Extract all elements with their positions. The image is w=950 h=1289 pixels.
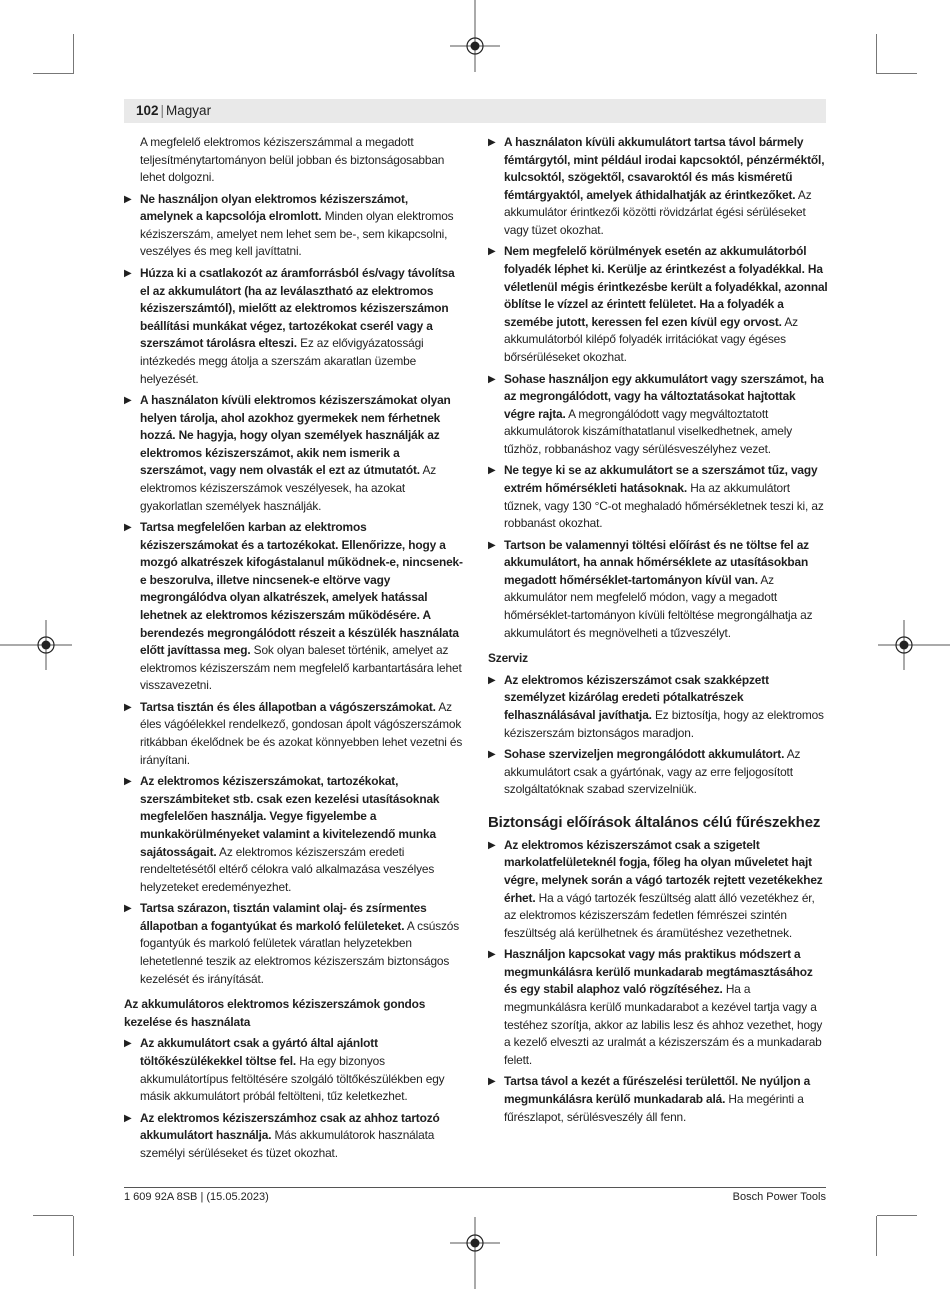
bullet-normal-text: Ha megérinti a fűrészlapot, sérülésveszély áll fenn. bbox=[504, 1091, 804, 1124]
bullet-item bbox=[488, 946, 828, 1069]
bullet-normal-text: Minden olyan elektromos kéziszerszám, amelyet nem lehet sem be-, sem kikapcsolni, veszélyes és meg kell javíttatni. bbox=[140, 209, 454, 259]
crop-mark bbox=[877, 73, 917, 74]
left-column bbox=[124, 134, 464, 1166]
bullet-item bbox=[124, 1035, 464, 1105]
bullet-normal-text: Ha a megmunkálásra kerülő munkadarabot a kezével tartja vagy a testéhez szorítja, akkor az labilis lesz és ahhoz vezethet, hogy a kezelő elveszti az uralmát a kéziszerszám és a munkadarab felett. bbox=[504, 982, 823, 1067]
bullet-arrow-icon: ▶ bbox=[124, 701, 132, 713]
bullet-item bbox=[124, 519, 464, 695]
bullet-bold-text: Tartsa tisztán és éles állapotban a vágószerszámokat. bbox=[140, 699, 436, 714]
registration-mark-left bbox=[0, 620, 72, 670]
bullet-arrow-icon: ▶ bbox=[488, 373, 496, 385]
bullet-normal-text: A csúszós fogantyúk és markoló felületek váratlan helyzetekben lehetetlenné teszik az elektromos kéziszerszám biztonságos kezelését és irányítását. bbox=[140, 918, 460, 986]
subsection-heading: Az akkumulátoros elektromos kéziszerszámok gondos kezelése és használata bbox=[124, 997, 426, 1029]
bullet-item bbox=[124, 265, 464, 388]
bullet-item bbox=[124, 773, 464, 896]
bullet-item bbox=[124, 1110, 464, 1163]
bullet-bold-text: Az akkumulátort csak a gyártó által ajánlott töltőkészülékekkel töltse fel. bbox=[140, 1036, 378, 1068]
bullet-arrow-icon: ▶ bbox=[124, 903, 132, 915]
bullet-bold-text: Ne használjon olyan elektromos kéziszerszámot, amelynek a kapcsolója elromlott. bbox=[140, 191, 409, 224]
body-paragraph: A megfelelő elektromos kéziszerszámmal a megadott teljesítménytartományon belül jobban és biztonságosabban lehet dolgozni. bbox=[140, 135, 445, 185]
right-column bbox=[488, 134, 828, 1130]
bullet-normal-text: Ha egy bizonyos akkumulátortípus feltöltésére szolgáló töltőkészülékben egy másik akkumulátort próbál feltölteni, tűz keletkezhet. bbox=[140, 1053, 445, 1104]
bullet-bold-text: Az elektromos kéziszerszámhoz csak az ahhoz tartozó akkumulátort használja. bbox=[140, 1110, 440, 1143]
bullet-bold-text: Nem megfelelő körülmények esetén az akkumulátorból folyadék léphet ki. Kerülje az érintkezést a folyadékkal. Ha véletlenül mégis érintkezésbe került a folyadékkal, azonnal öblítse le vízzel az érintett felületet. Ha a folyadék a szemébe jutott, keressen fel ezen kívül egy orvost. bbox=[504, 244, 828, 329]
crop-mark bbox=[73, 34, 74, 74]
bullet-arrow-icon: ▶ bbox=[488, 465, 496, 477]
section-heading: Biztonsági előírások általános célú fűrészekhez bbox=[488, 813, 821, 831]
bullet-normal-text: Ha az akkumulátort tűznek, vagy 130 °C-ot meghaladó hőmérsékletnek teszi ki, az robbanást okozhat. bbox=[504, 480, 824, 531]
bullet-item bbox=[488, 837, 828, 943]
crop-mark bbox=[876, 34, 877, 74]
bullet-bold-text: Sohase használjon egy akkumulátort vagy szerszámot, ha az megrongálódott, vagy ha változtatásokat hajtottak végre rajta. bbox=[504, 371, 824, 421]
registration-mark-bottom bbox=[450, 1217, 500, 1289]
bullet-normal-text: Az akkumulátort csak a gyártónak, vagy az erre feljogosított szolgáltatóknak szabad szervizelniük. bbox=[504, 747, 801, 797]
bullet-item bbox=[488, 537, 828, 643]
bullet-bold-text: Az elektromos kéziszerszámot csak a szigetelt markolatfelületeknél fogja, főleg ha olyan műveletet hajt végre, melynek során a vágó tartozék rejtett vezetékekhez érhet. bbox=[504, 837, 823, 905]
bullet-normal-text: Az akkumulátorból kilépő folyadék irritációkat vagy égéses bőrsérüléseket okozhat. bbox=[504, 314, 798, 365]
bullet-normal-text: Az elektromos kéziszerszám eredeti rendeltetésétől eltérő célokra való alkalmazása veszélyes helyzeteket eredeményezhet. bbox=[140, 844, 435, 894]
bullet-normal-text: Az elektromos kéziszerszámok veszélyesek, ha azokat gyakorlatlan személyek használják. bbox=[140, 463, 437, 513]
page-header-bar bbox=[124, 99, 826, 123]
bullet-item bbox=[124, 392, 464, 515]
bullet-bold-text: A használaton kívüli elektromos kéziszerszámokat olyan helyen tárolja, ahol azokhoz gyermekek nem férhetnek hozzá. Ne hagyja, hogy olyan személyek használják az elektromos kéziszerszámot, akik nem ismerik a szerszámot, vagy nem olvasták el ezt az útmutatót. bbox=[140, 392, 451, 478]
bullet-normal-text: A megrongálódott vagy megváltoztatott akkumulátorok kiszámíthatatlanul viselkedhetnek, amely tűzhöz, robbanáshoz vagy sérülésveszélyhez vezet. bbox=[504, 406, 792, 456]
bullet-item bbox=[488, 243, 828, 366]
bullet-item bbox=[488, 746, 828, 799]
bullet-item bbox=[124, 900, 464, 988]
page-language: Magyar bbox=[166, 103, 212, 118]
bullet-normal-text: Más akkumulátorok használata személyi sérüléseket és tüzet okozhat. bbox=[140, 1128, 435, 1160]
bullet-arrow-icon: ▶ bbox=[488, 246, 496, 258]
bullet-item bbox=[124, 699, 464, 769]
bullet-bold-text: Az elektromos kéziszerszámokat, tartozékokat, szerszámbiteket stb. csak ezen kezelési utasításoknak megfelelően használja. Vegye figyelembe a munkakörülményeket valamint a kivitelezendő munka sajátosságait. bbox=[140, 774, 440, 859]
bullet-normal-text: Az akkumulátor nem megfelelő módon, vagy a megadott hőmérséklet-tartományon kívüli feltöltése megrongálhatja az akkumulátort és megnövelheti a tűzveszélyt. bbox=[504, 572, 813, 640]
crop-mark bbox=[876, 1216, 877, 1256]
footer-doc-id: 1 609 92A 8SB | (15.05.2023) bbox=[124, 1191, 269, 1203]
bullet-normal-text: Sok olyan baleset történik, amelyet az elektromos kéziszerszám nem megfelelő karbantartására lehet visszavezetni. bbox=[140, 643, 462, 693]
crop-mark bbox=[33, 73, 73, 74]
bullet-arrow-icon: ▶ bbox=[488, 539, 496, 551]
bullet-normal-text: Az akkumulátor érintkezői közötti rövidzárlat égési sérüléseket vagy tüzet okozhat. bbox=[504, 187, 812, 237]
page-header: 102 | Magyar bbox=[136, 103, 212, 118]
bullet-normal-text: Ha a vágó tartozék feszültség alatt álló vezetékhez ér, az elektromos kéziszerszám fedetlen fémrészei szintén feszültség alá kerülhetnek és áramütéshez vezethetnek. bbox=[504, 890, 815, 940]
bullet-bold-text: Húzza ki a csatlakozót az áramforrásból és/vagy távolítsa el az akkumulátort (ha az leválasztható az elektromos kéziszerszámtól), mielőtt az elektromos kéziszerszámon beállítási munkákat végez, tartozékokat cserél vagy a szerszámot tárolásra elteszi. bbox=[140, 265, 455, 351]
bullet-bold-text: Használjon kapcsokat vagy más praktikus módszert a megmunkálásra kerülő munkadarab megtámasztásához és egy stabil alaphoz való rögzítéséhez. bbox=[504, 947, 813, 997]
bullet-bold-text: Tartson be valamennyi töltési előírást és ne töltse fel az akkumulátort, ha annak hőmérséklete az utasításokban megadott hőmérséklet-tartományon kívül van. bbox=[504, 537, 809, 587]
subsection-heading: Szerviz bbox=[488, 651, 528, 666]
page-number: 102 bbox=[136, 103, 159, 118]
bullet-arrow-icon: ▶ bbox=[124, 1038, 132, 1050]
bullet-arrow-icon: ▶ bbox=[488, 949, 496, 961]
bullet-arrow-icon: ▶ bbox=[124, 1112, 132, 1124]
bullet-arrow-icon: ▶ bbox=[124, 522, 132, 534]
bullet-arrow-icon: ▶ bbox=[124, 267, 132, 279]
footer-divider bbox=[124, 1187, 826, 1188]
bullet-item bbox=[488, 371, 828, 459]
registration-mark-top bbox=[450, 0, 500, 72]
bullet-bold-text: Ne tegye ki se az akkumulátort se a szerszámot tűz, vagy extrém hőmérsékleti hatásoknak. bbox=[504, 463, 818, 495]
bullet-item bbox=[488, 1073, 828, 1126]
bullet-arrow-icon: ▶ bbox=[488, 137, 496, 148]
bullet-bold-text: Tartsa megfelelően karban az elektromos kéziszerszámokat és a tartozékokat. Ellenőrizze, hogy a mozgó alkatrészek kifogástalanul működnek-e, nincsenek-e beszorulva, illetve nincsenek-e eltörve vagy megrongálódva olyan alkatrészek, amelyek hatással lehetnek az elektromos kéziszerszám működésére. A berendezés megrongálódott részeit a készülék használata előtt javíttassa meg. bbox=[140, 520, 463, 658]
crop-mark bbox=[73, 1216, 74, 1256]
bullet-normal-text: Az éles vágóélekkel rendelkező, gondosan ápolt vágószerszámok ritkábban ékelődnek be és azokat könnyebben lehet vezetni és irányítani. bbox=[140, 699, 463, 767]
bullet-bold-text: Tartsa szárazon, tisztán valamint olaj- és zsírmentes állapotban a fogantyúkat és markoló felületeket. bbox=[140, 901, 427, 933]
bullet-bold-text: Az elektromos kéziszerszámot csak szakképzett személyzet kizárólag eredeti pótalkatrészek felhasználásával javíthatja. bbox=[504, 672, 769, 722]
bullet-item bbox=[488, 462, 828, 532]
bullet-arrow-icon: ▶ bbox=[488, 839, 496, 851]
bullet-bold-text: A használaton kívüli akkumulátort tartsa távol bármely fémtárgytól, mint például irodai kapcsoktól, pénzérméktől, kulcsoktól, szögektől, csavaroktól és más kisméretű fémtárgyaktól, amelyek áthidalhatják az érintkezőket. bbox=[504, 135, 825, 202]
bullet-normal-text: Ez az elővigyázatossági intézkedés megg átolja a szerszám akaratlan üzembe helyezését. bbox=[140, 336, 424, 386]
footer-brand: Bosch Power Tools bbox=[732, 1191, 826, 1203]
bullet-arrow-icon: ▶ bbox=[124, 394, 132, 406]
bullet-item bbox=[488, 672, 828, 742]
bullet-item bbox=[124, 191, 464, 261]
bullet-bold-text: Sohase szervizeljen megrongálódott akkumulátort. bbox=[504, 747, 785, 762]
registration-mark-right bbox=[878, 620, 950, 670]
bullet-arrow-icon: ▶ bbox=[488, 674, 496, 686]
bullet-normal-text: Ez biztosítja, hogy az elektromos kéziszerszám biztonságos maradjon. bbox=[504, 707, 824, 740]
crop-mark bbox=[33, 1215, 73, 1216]
bullet-item bbox=[488, 134, 828, 240]
crop-mark bbox=[877, 1215, 917, 1216]
bullet-arrow-icon: ▶ bbox=[124, 776, 132, 788]
bullet-arrow-icon: ▶ bbox=[488, 1076, 496, 1088]
bullet-arrow-icon: ▶ bbox=[124, 193, 132, 205]
bullet-bold-text: Tartsa távol a kezét a fűrészelési területtől. Ne nyúljon a megmunkálásra kerülő munkadarab alá. bbox=[504, 1074, 811, 1106]
bullet-arrow-icon: ▶ bbox=[488, 749, 496, 761]
